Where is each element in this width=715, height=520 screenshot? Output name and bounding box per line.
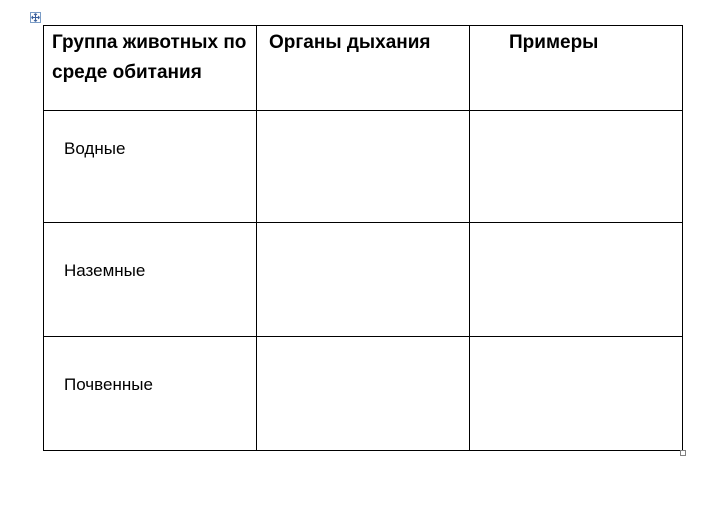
header-group-label: Группа животных по среде обитания: [52, 32, 247, 83]
cell-organs-soil[interactable]: [257, 337, 470, 451]
table-row: [44, 337, 683, 451]
group-label-terrestrial: Наземные: [64, 261, 146, 280]
table-header-row: [44, 26, 683, 111]
table-row: [44, 111, 683, 223]
cell-examples-aquatic[interactable]: [470, 111, 683, 223]
cell-organs-terrestrial[interactable]: [257, 223, 470, 337]
header-organs-label: Органы дыхания: [269, 32, 431, 53]
header-examples-label: Примеры: [509, 32, 599, 53]
cell-organs-aquatic[interactable]: [257, 111, 470, 223]
cell-examples-soil[interactable]: [470, 337, 683, 451]
cell-group-soil[interactable]: [44, 337, 257, 451]
table-move-handle-icon[interactable]: [30, 12, 41, 23]
group-label-soil: Почвенные: [64, 375, 153, 394]
header-cell-examples[interactable]: [470, 26, 683, 111]
cell-group-terrestrial[interactable]: [44, 223, 257, 337]
group-label-aquatic: Водные: [64, 139, 126, 158]
table-row: [44, 223, 683, 337]
header-cell-group[interactable]: [44, 26, 257, 111]
habitat-table: [43, 25, 683, 451]
header-cell-organs[interactable]: [257, 26, 470, 111]
cell-group-aquatic[interactable]: [44, 111, 257, 223]
table-resize-handle-icon[interactable]: [680, 450, 686, 456]
cell-examples-terrestrial[interactable]: [470, 223, 683, 337]
